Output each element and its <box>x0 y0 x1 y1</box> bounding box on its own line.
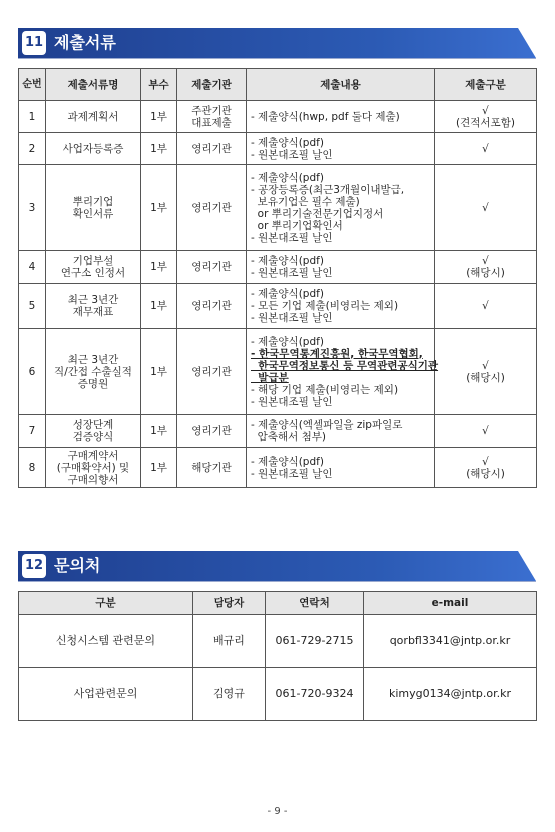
cell-line: - 원본대조필 날인 <box>251 395 333 408</box>
copies: 1부 <box>141 415 177 448</box>
cell-line: - 한국무역통계진흥원, 한국무역협회, <box>251 347 423 360</box>
cell-line: 압축해서 첨부) <box>251 431 326 443</box>
cell-line: √ <box>482 255 489 267</box>
cell-line: 한국무역정보통신 등 무역관련공식기관 <box>251 359 439 372</box>
contact-category: 신청시스템 관련문의 <box>19 615 193 668</box>
table-row <box>19 415 537 448</box>
cell-line: 최근 3년간 <box>67 353 119 366</box>
cell-line: (해당시) <box>466 267 505 279</box>
submitting-org <box>177 101 247 133</box>
cell-line: (구매확약서) 및 <box>56 461 130 474</box>
cell-line: - 제출양식(pdf) <box>251 171 324 184</box>
table-row <box>19 165 537 251</box>
row-number: 8 <box>19 448 46 488</box>
cell-line: 연구소 인정서 <box>60 267 126 279</box>
submission-type <box>435 415 537 448</box>
table-row <box>19 448 537 488</box>
cell-line: 확인서류 <box>72 207 114 220</box>
submitting-org <box>177 415 247 448</box>
cell-line: 영리기관 <box>191 261 232 273</box>
contact-person: 배규리 <box>193 615 266 668</box>
submission-type <box>435 448 537 488</box>
header-cell: 담당자 <box>193 592 266 615</box>
table-header-row <box>19 69 537 101</box>
cell-line: 기업부설 <box>72 255 114 267</box>
document-name <box>46 284 141 329</box>
cell-line: 해당기관 <box>191 461 232 474</box>
table-row <box>19 329 537 415</box>
submission-content <box>247 415 435 448</box>
cell-line: 주관기관 <box>191 104 232 117</box>
cell-line: 영리기관 <box>191 365 232 378</box>
cell-line: √ <box>482 425 489 437</box>
cell-line: (해당시) <box>466 467 505 480</box>
submission-type <box>435 101 537 133</box>
table-row <box>19 251 537 284</box>
cell-line: - 제출양식(pdf) <box>251 255 324 267</box>
submission-type <box>435 284 537 329</box>
submitting-org <box>177 329 247 415</box>
row-number: 7 <box>19 415 46 448</box>
submission-content <box>247 251 435 284</box>
cell-line: 과제계획서 <box>67 110 119 123</box>
document-name <box>46 448 141 488</box>
document-name <box>46 251 141 284</box>
cell-line: - 원본대조필 날인 <box>251 148 333 161</box>
cell-line: 재무재표 <box>72 306 114 318</box>
cell-line: (해당시) <box>466 371 505 384</box>
cell-line: 영리기관 <box>191 425 232 437</box>
copies: 1부 <box>141 101 177 133</box>
cell-line: - 공장등록증(최근3개월이내발급, <box>251 183 405 196</box>
submission-type <box>435 329 537 415</box>
cell-line: 구매계약서 <box>67 449 119 462</box>
cell-line: - 원본대조필 날인 <box>251 267 333 279</box>
contact-category: 사업관련문의 <box>19 668 193 721</box>
copies: 1부 <box>141 251 177 284</box>
header-cell: 제출내용 <box>247 69 435 101</box>
cell-line: 뿌리기업 <box>72 195 114 208</box>
submission-content <box>247 165 435 251</box>
cell-line: 구매의향서 <box>67 473 119 486</box>
cell-line: (견적서포함) <box>456 116 515 129</box>
document-name <box>46 101 141 133</box>
document-name <box>46 415 141 448</box>
cell-line: √ <box>482 300 489 312</box>
header-cell: e-mail <box>364 592 537 615</box>
row-number: 5 <box>19 284 46 329</box>
submitting-org <box>177 448 247 488</box>
copies: 1부 <box>141 284 177 329</box>
header-cell: 제출기관 <box>177 69 247 101</box>
contact-table <box>18 591 537 721</box>
header-cell: 제출서류명 <box>46 69 141 101</box>
cell-line: - 원본대조필 날인 <box>251 467 333 480</box>
cell-line: - 해당 기업 제출(비영리는 제외) <box>251 383 399 396</box>
submission-type <box>435 251 537 284</box>
cell-line: √ <box>482 142 489 155</box>
cell-line: or 뿌리기업확인서 <box>251 219 343 232</box>
cell-line: 증명원 <box>77 377 109 390</box>
cell-line: √ <box>482 104 489 117</box>
cell-line: 영리기관 <box>191 201 232 214</box>
cell-line: 영리기관 <box>191 142 232 155</box>
table-row <box>19 668 537 721</box>
cell-line: 최근 3년간 <box>67 294 119 306</box>
cell-line: 사업자등록증 <box>62 142 124 155</box>
submission-type <box>435 133 537 165</box>
row-number: 3 <box>19 165 46 251</box>
cell-line: 대표제출 <box>191 116 232 129</box>
contact-email: kimyg0134@jntp.or.kr <box>364 668 537 721</box>
section-12-header <box>18 551 536 581</box>
table-header-row <box>19 592 537 615</box>
cell-line: - 제출양식(pdf) <box>251 335 324 348</box>
table-row <box>19 101 537 133</box>
table-row <box>19 615 537 668</box>
cell-line: √ <box>482 359 489 372</box>
submission-content <box>247 448 435 488</box>
cell-line: - 제출양식(pdf) <box>251 288 324 300</box>
contact-phone: 061-720-9324 <box>266 668 364 721</box>
cell-line: √ <box>482 455 489 468</box>
cell-line: 성장단계 <box>72 419 114 431</box>
cell-line: - 제출양식(pdf) <box>251 136 324 149</box>
table-row <box>19 133 537 165</box>
cell-line: - 제출양식(hwp, pdf 둘다 제출) <box>251 110 400 123</box>
submitting-org <box>177 133 247 165</box>
section-11-header <box>18 28 536 58</box>
cell-line: or 뿌리기술전문기업지정서 <box>251 207 384 220</box>
document-name <box>46 329 141 415</box>
cell-line: - 제출양식(pdf) <box>251 455 324 468</box>
submission-type <box>435 165 537 251</box>
cell-line: 검증양식 <box>72 431 114 443</box>
cell-line: √ <box>482 201 489 214</box>
cell-line: - 제출양식(엑셀파일을 zip파일로 <box>251 419 403 431</box>
cell-line: 발급분 <box>251 371 289 384</box>
submitting-org <box>177 165 247 251</box>
contact-phone: 061-729-2715 <box>266 615 364 668</box>
submission-documents-table <box>18 68 537 488</box>
row-number: 1 <box>19 101 46 133</box>
table-row <box>19 284 537 329</box>
row-number: 2 <box>19 133 46 165</box>
page-number: - 9 - <box>267 806 288 817</box>
submitting-org <box>177 251 247 284</box>
header-cell: 순번 <box>19 69 46 101</box>
cell-line: 영리기관 <box>191 300 232 312</box>
cell-line: 보유기업은 필수 제출) <box>251 195 360 208</box>
submission-content <box>247 101 435 133</box>
copies: 1부 <box>141 165 177 251</box>
copies: 1부 <box>141 448 177 488</box>
contact-email: qorbfl3341@jntp.or.kr <box>364 615 537 668</box>
cell-line: - 원본대조필 날인 <box>251 231 333 244</box>
cell-line: 직/간접 수출실적 <box>54 365 132 378</box>
cell-line: - 원본대조필 날인 <box>251 312 333 324</box>
copies: 1부 <box>141 133 177 165</box>
header-cell: 제출구분 <box>435 69 537 101</box>
section-title: 제출서류 <box>54 33 116 52</box>
document-name <box>46 165 141 251</box>
row-number: 6 <box>19 329 46 415</box>
section-number-badge: 11 <box>22 31 46 55</box>
submitting-org <box>177 284 247 329</box>
submission-content <box>247 133 435 165</box>
section-number-badge: 12 <box>22 554 46 578</box>
submission-content <box>247 284 435 329</box>
row-number: 4 <box>19 251 46 284</box>
copies: 1부 <box>141 329 177 415</box>
cell-line: - 모든 기업 제출(비영리는 제외) <box>251 300 399 312</box>
submission-content <box>247 329 439 415</box>
document-name <box>46 133 141 165</box>
header-cell: 부수 <box>141 69 177 101</box>
header-cell: 연락처 <box>266 592 364 615</box>
section-title: 문의처 <box>54 556 101 575</box>
header-cell: 구분 <box>19 592 193 615</box>
contact-person: 김영규 <box>193 668 266 721</box>
